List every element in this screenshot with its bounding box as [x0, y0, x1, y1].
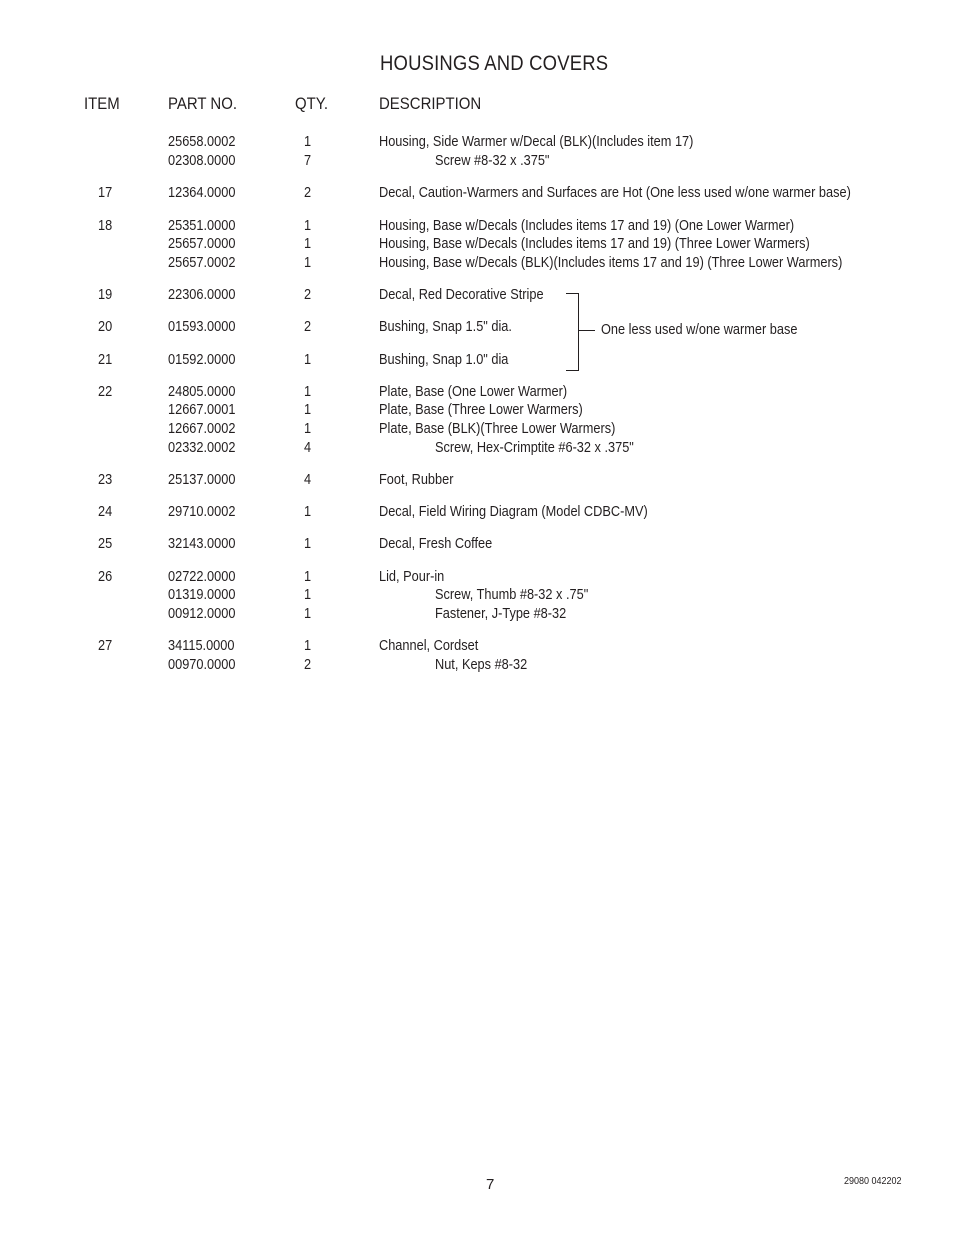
header-item: ITEM [84, 94, 120, 113]
quantity: 1 [304, 536, 312, 552]
part-number: 01593.0000 [168, 319, 236, 335]
table-row [0, 287, 954, 306]
quantity: 2 [304, 657, 312, 673]
description: Housing, Side Warmer w/Decal (BLK)(Includes item 17) [379, 134, 694, 150]
quantity: 1 [304, 218, 312, 234]
item-number: 23 [98, 472, 113, 488]
quantity: 1 [304, 352, 312, 368]
quantity: 4 [304, 472, 312, 488]
description: Decal, Red Decorative Stripe [379, 287, 544, 303]
item-number: 20 [98, 319, 113, 335]
description: Plate, Base (One Lower Warmer) [379, 384, 568, 400]
part-number: 01319.0000 [168, 587, 236, 603]
page-title: HOUSINGS AND COVERS [380, 52, 609, 75]
part-number: 12667.0001 [168, 402, 236, 418]
quantity: 1 [304, 638, 312, 654]
part-number: 29710.0002 [168, 504, 236, 520]
item-number: 22 [98, 384, 113, 400]
description: Bushing, Snap 1.5" dia. [379, 319, 512, 335]
description: Decal, Field Wiring Diagram (Model CDBC-MV) [379, 504, 648, 520]
part-number: 02332.0002 [168, 440, 236, 456]
item-number: 21 [98, 352, 113, 368]
table-row [0, 504, 954, 523]
bracket-note: One less used w/one warmer base [601, 322, 798, 338]
part-number: 02308.0000 [168, 153, 236, 169]
table-row [0, 236, 954, 255]
quantity: 1 [304, 421, 312, 437]
quantity: 1 [304, 255, 312, 271]
item-number: 26 [98, 569, 113, 585]
page-number: 7 [486, 1176, 495, 1193]
bracket-pointer [579, 330, 595, 331]
description: Bushing, Snap 1.0" dia [379, 352, 509, 368]
quantity: 2 [304, 319, 312, 335]
table-row [0, 402, 954, 421]
description: Channel, Cordset [379, 638, 479, 654]
quantity: 1 [304, 134, 312, 150]
table-row [0, 569, 954, 588]
table-row [0, 218, 954, 237]
part-number: 01592.0000 [168, 352, 236, 368]
part-number: 12364.0000 [168, 185, 236, 201]
item-number: 27 [98, 638, 113, 654]
description: Screw, Hex-Crimptite #6-32 x .375" [435, 440, 634, 456]
table-row [0, 657, 954, 676]
description: Lid, Pour-in [379, 569, 445, 585]
table-row [0, 440, 954, 459]
table-row [0, 384, 954, 403]
table-row [0, 472, 954, 491]
quantity: 1 [304, 606, 312, 622]
part-number: 25657.0002 [168, 255, 236, 271]
table-row [0, 153, 954, 172]
part-number: 25137.0000 [168, 472, 236, 488]
table-row [0, 134, 954, 153]
description: Foot, Rubber [379, 472, 454, 488]
item-number: 19 [98, 287, 113, 303]
description: Screw, Thumb #8-32 x .75" [435, 587, 589, 603]
document-number: 29080 042202 [844, 1176, 902, 1187]
table-row [0, 536, 954, 555]
item-number: 25 [98, 536, 113, 552]
item-number: 18 [98, 218, 113, 234]
description: Plate, Base (BLK)(Three Lower Warmers) [379, 421, 616, 437]
table-row [0, 638, 954, 657]
quantity: 1 [304, 587, 312, 603]
description: Housing, Base w/Decals (BLK)(Includes items 17 and 19) (Three Lower Warmers) [379, 255, 843, 271]
part-number: 00912.0000 [168, 606, 236, 622]
part-number: 00970.0000 [168, 657, 236, 673]
table-row [0, 606, 954, 625]
item-number: 24 [98, 504, 113, 520]
description: Screw #8-32 x .375" [435, 153, 550, 169]
quantity: 1 [304, 236, 312, 252]
table-row [0, 319, 954, 338]
header-part-no: PART NO. [168, 94, 238, 113]
part-number: 25351.0000 [168, 218, 236, 234]
quantity: 4 [304, 440, 312, 456]
part-number: 02722.0000 [168, 569, 236, 585]
part-number: 25658.0002 [168, 134, 236, 150]
part-number: 12667.0002 [168, 421, 236, 437]
quantity: 7 [304, 153, 312, 169]
part-number: 24805.0000 [168, 384, 236, 400]
table-row [0, 255, 954, 274]
table-row [0, 352, 954, 371]
quantity: 1 [304, 504, 312, 520]
header-qty: QTY. [295, 94, 328, 113]
part-number: 34115.0000 [168, 638, 235, 654]
description: Nut, Keps #8-32 [435, 657, 528, 673]
description: Housing, Base w/Decals (Includes items 17 and 19) (Three Lower Warmers) [379, 236, 810, 252]
quantity: 2 [304, 185, 312, 201]
quantity: 1 [304, 569, 312, 585]
description: Decal, Caution-Warmers and Surfaces are Hot (One less used w/one warmer base) [379, 185, 851, 201]
description: Decal, Fresh Coffee [379, 536, 493, 552]
table-row [0, 587, 954, 606]
description: Fastener, J-Type #8-32 [435, 606, 567, 622]
table-row [0, 185, 954, 204]
grouping-bracket [566, 293, 579, 371]
quantity: 2 [304, 287, 312, 303]
table-row [0, 421, 954, 440]
item-number: 17 [98, 185, 113, 201]
part-number: 32143.0000 [168, 536, 236, 552]
part-number: 25657.0000 [168, 236, 236, 252]
quantity: 1 [304, 384, 312, 400]
description: Housing, Base w/Decals (Includes items 17 and 19) (One Lower Warmer) [379, 218, 795, 234]
header-description: DESCRIPTION [379, 94, 482, 113]
part-number: 22306.0000 [168, 287, 236, 303]
quantity: 1 [304, 402, 312, 418]
description: Plate, Base (Three Lower Warmers) [379, 402, 583, 418]
